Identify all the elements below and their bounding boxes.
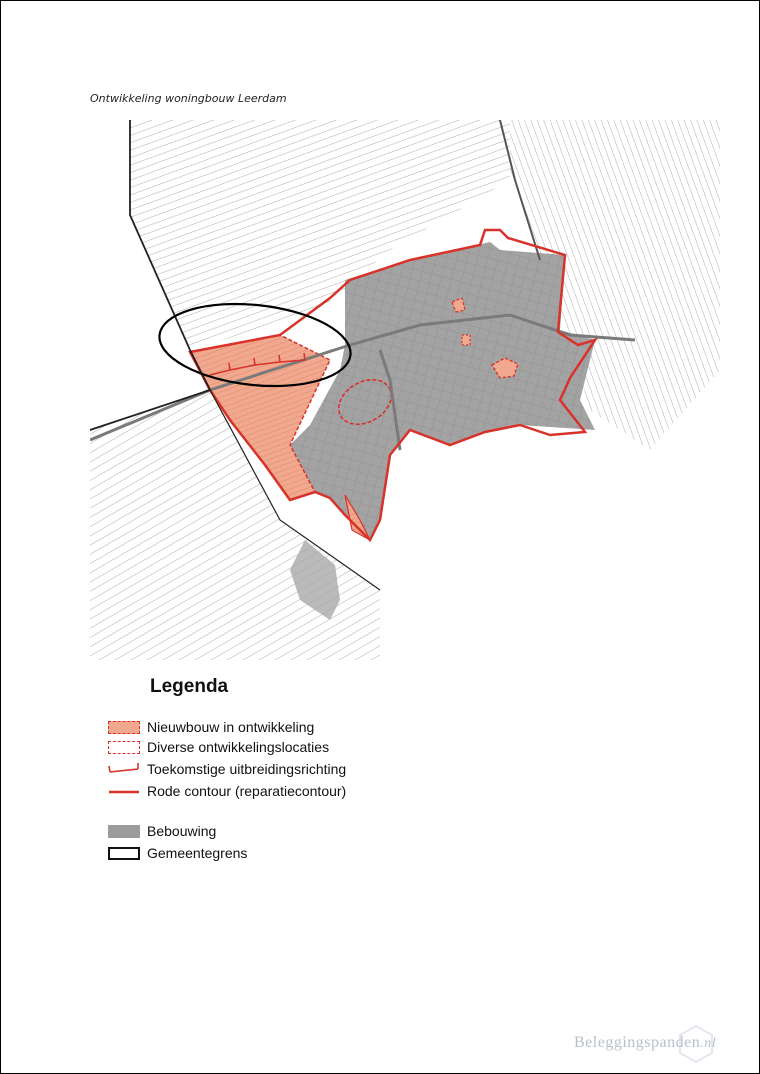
legend-swatch-nieuwbouw	[108, 721, 140, 734]
legend-swatch-uitbreiding	[108, 763, 140, 776]
watermark-ext: .nl	[700, 1036, 717, 1051]
legend-label-diverse: Diverse ontwikkelingslocaties	[147, 739, 330, 755]
map-figure	[90, 120, 720, 660]
legend-item-bebouwing	[108, 822, 216, 840]
legend-label-rode-contour: Rode contour (reparatiecontour)	[147, 783, 347, 799]
legend-label-bebouwing: Bebouwing	[147, 823, 217, 839]
legend-item-nieuwbouw	[108, 718, 314, 736]
legend	[108, 676, 448, 876]
legend-label-nieuwbouw: Nieuwbouw in ontwikkeling	[147, 719, 315, 735]
legend-label-uitbreiding: Toekomstige uitbreidingsrichting	[147, 761, 347, 777]
legend-title: Legenda	[150, 676, 229, 697]
legend-swatch-gemeentegrens	[108, 847, 140, 860]
map-caption: Ontwikkeling woningbouw Leerdam	[90, 92, 287, 105]
watermark	[574, 1034, 716, 1052]
watermark-brand: Beleggingspanden	[574, 1034, 701, 1051]
legend-swatch-bebouwing	[108, 825, 140, 838]
legend-item-rode-contour	[108, 782, 346, 800]
ontwikkelingslocatie-4	[462, 335, 470, 345]
legend-swatch-rode-contour	[108, 785, 140, 798]
map-canvas	[90, 120, 720, 660]
legend-item-gemeentegrens	[108, 844, 247, 862]
legend-label-gemeentegrens: Gemeentegrens	[147, 845, 248, 861]
legend-swatch-diverse	[108, 741, 140, 754]
legend-item-diverse	[108, 738, 329, 756]
legend-item-uitbreiding	[108, 760, 346, 778]
